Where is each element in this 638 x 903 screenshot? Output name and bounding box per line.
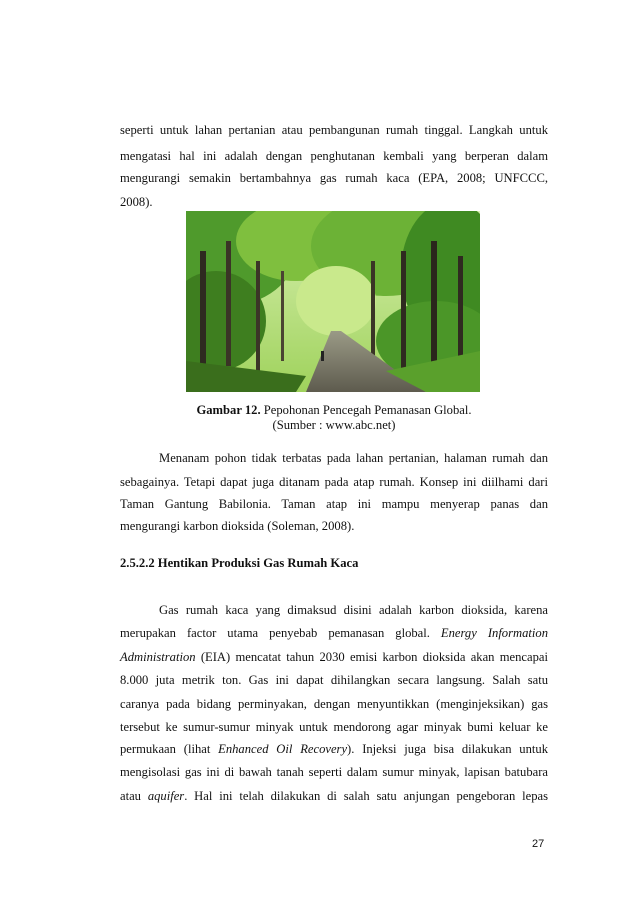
paragraph3-line9-text-b: . Hal ini telah dilakukan di salah satu anjungan pengeboran lepas [184,789,548,803]
paragraph2-line1: Menanam pohon tidak terbatas pada lahan pertanian, halaman rumah dan [159,451,548,465]
paragraph3-line2-text: merupakan factor utama penyebab pemanasan global. [120,626,441,640]
paragraph3-line2 [120,625,548,641]
paragraph3-line5: caranya pada bidang perminyakan, dengan menyuntikkan (menginjeksikan) gas [120,697,548,711]
paragraph3-line1: Gas rumah kaca yang dimaksud disini adalah karbon dioksida, karena [159,603,548,617]
paragraph3-line6: tersebut ke sumur-sumur minyak untuk mendorong agar minyak bumi keluar ke [120,720,548,734]
paragraph3-line9-italic: aquifer [147,789,185,803]
figure-caption-text: Pepohonan Pencegah Pemanasan Global. [263,403,472,417]
paragraph2-line2: sebagainya. Tetapi dapat juga ditanam pada atap rumah. Konsep ini diilhami dari [120,475,548,489]
page-number: 27 [532,838,545,850]
paragraph3-line7 [120,741,548,757]
paragraph2-line4: mengurangi karbon dioksida (Soleman, 2008). [120,519,355,533]
paragraph3-line3-italic: Administration [120,650,196,664]
paragraph3-line9 [120,788,548,804]
paragraph3-line9-text-a: atau [120,789,148,803]
paragraph3-line8: mengisolasi gas ini di bawah tanah seperti dalam sumur minyak, lapisan batubara [120,765,548,779]
paragraph3-line7-text-a: permukaan (lihat [120,742,219,756]
paragraph3-line2-italic: Energy Information [440,626,548,640]
paragraph3-line3 [120,649,548,665]
paragraph1-line2: mengatasi hal ini adalah dengan penghutanan kembali yang berperan dalam [120,149,548,163]
paragraph3-line7-italic: Enhanced Oil Recovery [218,742,348,756]
paragraph3-line7-text-b: ). Injeksi juga bisa dilakukan untuk [347,742,548,756]
paragraph3-line4: 8.000 juta metrik ton. Gas ini dapat dihilangkan secara langsung. Salah satu [120,673,548,687]
paragraph1-line3: mengurangi semakin bertambahnya gas rumah kaca (EPA, 2008; UNFCCC, [120,171,548,185]
paragraph1-line4: 2008). [120,195,153,209]
forest-road-photo [186,211,480,392]
paragraph1-line1: seperti untuk lahan pertanian atau pembangunan rumah tinggal. Langkah untuk [120,123,548,137]
figure-caption [120,403,548,418]
figure-source: (Sumber : www.abc.net) [272,418,396,432]
section-heading: 2.5.2.2 Hentikan Produksi Gas Rumah Kaca [120,556,359,570]
figure-caption-label: Gambar 12. [196,403,261,417]
paragraph3-line3-text: (EIA) mencatat tahun 2030 emisi karbon dioksida akan mencapai [195,650,548,664]
paragraph2-line3: Taman Gantung Babilonia. Taman atap ini mampu menyerap panas dan [120,497,548,511]
